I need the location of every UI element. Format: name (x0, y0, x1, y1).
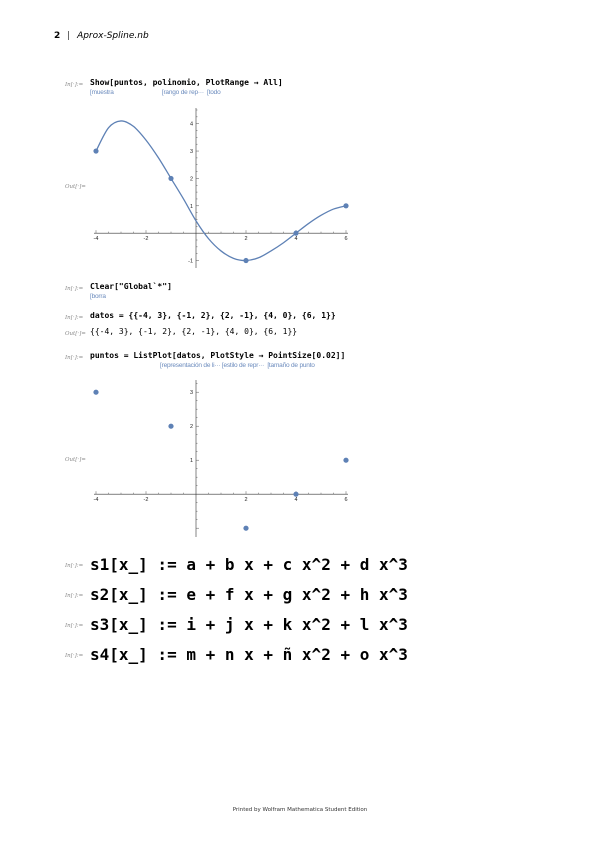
y-tick-label: 4 (189, 121, 193, 128)
definition-s2[interactable]: s2[x_] := e + f x + g x^2 + h x^3 (90, 585, 408, 604)
data-point (168, 176, 173, 181)
input-cell-show[interactable]: Show[puntos, polinomio, PlotRange → All] (90, 78, 283, 87)
y-tick-label: 2 (189, 424, 193, 431)
data-point (293, 492, 298, 497)
input-cell-clear[interactable]: Clear["Global`*"] (90, 282, 172, 291)
y-tick-label: 3 (189, 390, 193, 397)
x-tick-label: 2 (244, 497, 248, 504)
in-label: In[·]:= (65, 593, 84, 599)
definition-s3[interactable]: s3[x_] := i + j x + k x^2 + l x^3 (90, 615, 408, 634)
data-point (243, 526, 248, 531)
output-plot-show (88, 104, 354, 270)
y-tick-label: 1 (189, 458, 193, 465)
output-datos: {{-4, 3}, {-1, 2}, {2, -1}, {4, 0}, {6, 1}} (90, 327, 298, 336)
input-cell-datos[interactable]: datos = {{-4, 3}, {-1, 2}, {2, -1}, {4, 0}, {6, 1}} (90, 311, 336, 320)
input-cell-puntos[interactable]: puntos = ListPlot[datos, PlotStyle → PointSize[0.02]] (90, 351, 346, 360)
out-label: Out[·]= (65, 331, 86, 337)
definition-s1[interactable]: s1[x_] := a + b x + c x^2 + d x^3 (90, 555, 408, 574)
data-point (168, 424, 173, 429)
x-tick-label: -4 (93, 236, 99, 243)
x-tick-label: 6 (344, 236, 348, 243)
data-point (343, 458, 348, 463)
y-tick-label: 1 (189, 203, 193, 210)
data-point (243, 258, 248, 263)
y-tick-label: 2 (189, 176, 193, 183)
input-hint-clear: [borra (90, 293, 106, 300)
x-tick-label: 4 (294, 236, 298, 243)
x-tick-label: 6 (344, 497, 348, 504)
x-tick-label: -2 (143, 497, 149, 504)
out-label: Out[·]= (65, 457, 86, 463)
page-header (54, 31, 149, 41)
definition-s4[interactable]: s4[x_] := m + n x + ñ x^2 + o x^3 (90, 645, 408, 664)
footer-printed-by: Printed by Wolfram Mathematica Student Edition (232, 807, 368, 813)
x-tick-label: -4 (93, 497, 99, 504)
series-line-polinomio (93, 121, 346, 261)
in-label: In[·]:= (65, 623, 84, 629)
y-tick-label: 3 (189, 149, 193, 156)
data-point (93, 148, 98, 153)
data-point (293, 231, 298, 236)
data-point (93, 390, 98, 395)
out-label: Out[·]= (65, 184, 86, 190)
input-hint-puntos: [representación de li··· [estilo de repr··· [tamaño de punto (160, 362, 315, 369)
page-number: 2 (54, 31, 61, 41)
x-tick-label: -2 (143, 236, 149, 243)
in-label: In[·]:= (65, 355, 84, 361)
in-label: In[·]:= (65, 563, 84, 569)
header-separator: | (67, 31, 71, 41)
in-label: In[·]:= (65, 82, 84, 88)
in-label: In[·]:= (65, 653, 84, 659)
x-tick-label: 2 (244, 236, 248, 243)
data-point (343, 203, 348, 208)
x-tick-label: 4 (294, 497, 298, 504)
y-tick-label: -1 (188, 258, 193, 265)
output-plot-puntos (88, 378, 354, 538)
in-label: In[·]:= (65, 315, 84, 321)
input-hint-show: [muestra [rango de rep··· [todo (90, 89, 221, 96)
in-label: In[·]:= (65, 286, 84, 292)
notebook-filename: Aprox-Spline.nb (77, 31, 149, 41)
